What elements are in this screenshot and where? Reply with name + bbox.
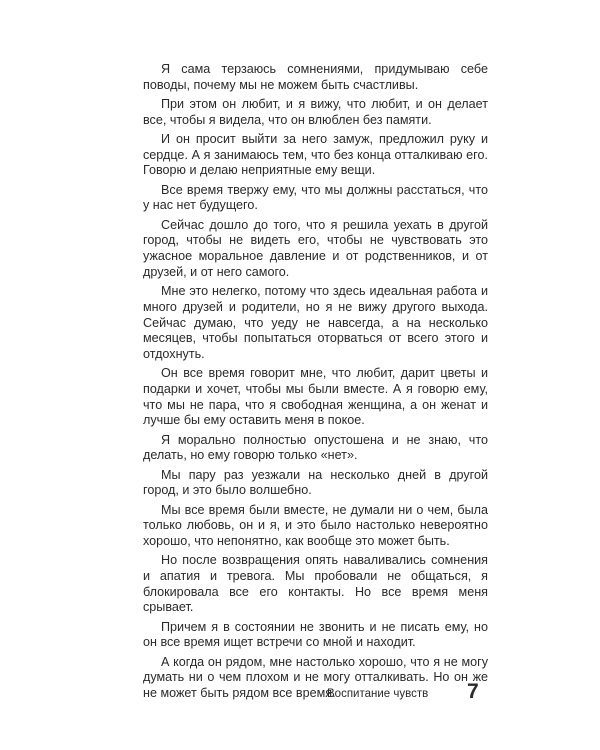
paragraph: Я морально полностью опустошена и не знаю, что делать, но ему говорю только «нет». [143, 432, 488, 463]
body-text [143, 62, 488, 705]
paragraph: Мы пару раз уезжали на несколько дней в другой город, и это было волшебно. [143, 467, 488, 498]
paragraph: Он все время говорит мне, что любит, дарит цветы и подарки и хочет, чтобы мы были вместе. А я говорю ему, что мы не пара, что я свободная женщина, а он женат и лучше бы ему оставить меня в покое. [143, 366, 488, 428]
paragraph: Я сама терзаюсь сомнениями, придумываю себе поводы, почему мы не можем быть счастливы. [143, 62, 488, 92]
paragraph: И он просит выйти за него замуж, предложил руку и сердце. А я занимаюсь тем, что без конца отталкиваю его. Говорю и делаю неприятные ему вещи. [143, 132, 488, 178]
paragraph: А когда он рядом, мне настолько хорошо, что я не могу думать ни о чем плохом и не могу отталкивать. Но он же не может быть рядом все время. [143, 654, 488, 701]
running-title: Воспитание чувств [327, 688, 429, 700]
paragraph: Мы все время были вместе, не думали ни о чем, была только любовь, он и я, и это было настолько невероятно хорошо, что непонятно, как вообще это может быть. [143, 502, 488, 549]
paragraph: Мне это нелегко, потому что здесь идеальная работа и много друзей и родители, но я не вижу другого выхода. Сейчас думаю, что уеду не навсегда, а на несколько месяцев, чтобы попытаться оторваться от всего этого и отдохнуть. [143, 284, 488, 361]
paragraph: Но после возвращения опять наваливались сомнения и апатия и тревога. Мы пробовали не общаться, я блокировала все его контакты. Но все время меня срывает. [143, 553, 488, 615]
paragraph: Причем я в состоянии не звонить и не писать ему, но он все время ищет встречи со мной и находит. [143, 619, 488, 650]
page-number: 7 [467, 680, 479, 703]
paragraph: Все время твержу ему, что мы должны расстаться, что у нас нет будущего. [143, 182, 488, 213]
paragraph: Сейчас дошло до того, что я решила уехать в другой город, чтобы не видеть его, чтобы не чувствовать это ужасное моральное давление и от родственников, и от друзей, и от него самого. [143, 217, 488, 279]
paragraph: При этом он любит, и я вижу, что любит, и он делает все, чтобы я видела, что он влюблен без памяти. [143, 97, 488, 127]
